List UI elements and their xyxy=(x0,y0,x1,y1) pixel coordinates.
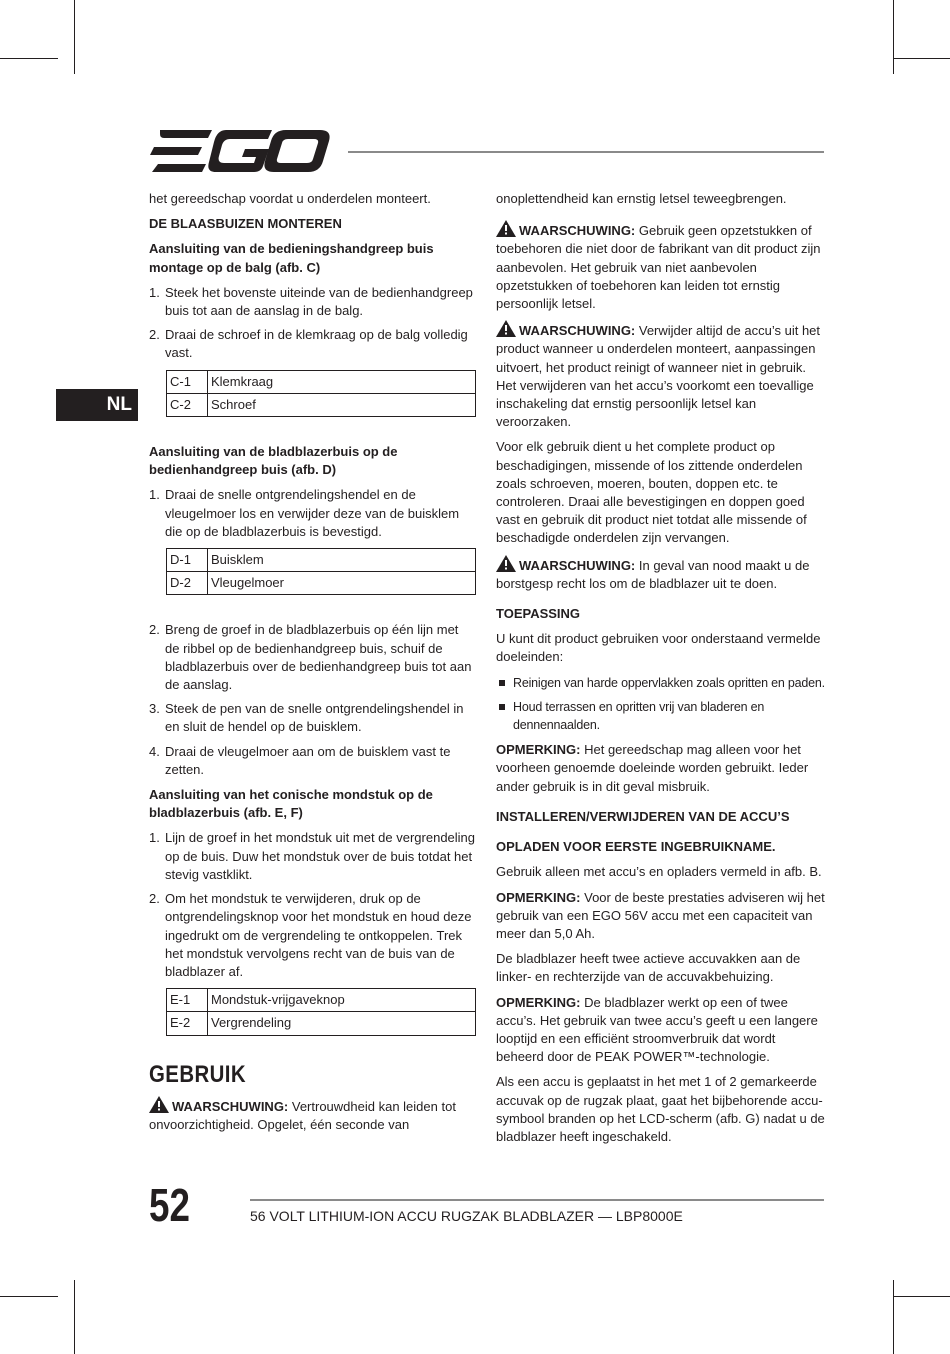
crop-mark xyxy=(74,1280,75,1354)
list-item: Reinigen van harde oppervlakken zoals opritten en paden. xyxy=(496,674,826,692)
warning-triangle-icon xyxy=(496,555,516,572)
list-item: Houd terrassen en opritten vrij van bladeren en dennennaalden. xyxy=(496,698,826,734)
install-title: INSTALLEREN/VERWIJDEREN VAN DE ACCU’S xyxy=(496,808,790,824)
footer-title: 56 VOLT LITHIUM-ION ACCU RUGZAK BLADBLAZER — LBP8000E xyxy=(250,1208,683,1224)
charge-text: Gebruik alleen met accu’s en opladers vermeld in afb. B. xyxy=(496,864,822,880)
steps-list xyxy=(149,621,476,779)
list-item: 2. Draai de schroef in de klemkraag op de balg volledig vast. xyxy=(149,327,468,361)
parts-table-d xyxy=(166,548,476,595)
intro-text: het gereedschap voordat u onderdelen monteert. xyxy=(149,191,431,206)
note-paragraph: OPMERKING: Het gereedschap mag alleen voor het voorheen genoemde doeleinde worden gebruikt. Ieder ander gebruik is in dit geval misbruik. xyxy=(496,742,809,794)
crop-mark xyxy=(893,1280,894,1354)
list-item: 2. Om het mondstuk te verwijderen, druk op de ontgrendelingsknop voor het mondstuk en houd deze ingedrukt om de vergrendeling te ontkoppelen. Trek het mondstuk vervolgens recht van de buis van de bladblazer af. xyxy=(149,891,472,979)
ego-logo xyxy=(150,130,330,172)
language-tab: NL xyxy=(56,389,138,421)
crop-mark xyxy=(0,1296,58,1297)
list-item: 1. Steek het bovenste uiteinde van de bedienhandgreep buis tot aan de aanslag in de balg. xyxy=(149,284,473,319)
lcd-paragraph: Als een accu is geplaatst in het met 1 of 2 gemarkeerde accuvak op de rugzak plaat, gaat het bijbehorende accu-symbool branden op het LCD-scherm (afb. G) nadat u de bladblazer heeft ingeschakeld. xyxy=(496,1074,825,1144)
crop-mark xyxy=(893,58,950,59)
crop-mark xyxy=(893,0,894,74)
table-row: D-2 Vleugelmoer xyxy=(167,572,476,595)
steps-list xyxy=(149,284,476,363)
table-row: C-1 Klemkraag xyxy=(167,370,476,393)
warning-triangle-icon xyxy=(496,320,516,337)
subsection-title-d: Aansluiting van de bladblazerbuis op de bedienhandgreep buis (afb. D) xyxy=(149,444,398,478)
table-row: E-2 Vergrendeling xyxy=(167,1012,476,1035)
parts-table-c xyxy=(166,370,476,417)
warning-paragraph: WAARSCHUWING: Vertrouwdheid kan leiden tot onvoorzichtigheid. Opgelet, één seconde van xyxy=(149,1096,476,1134)
list-item: 2. Breng de groef in de bladblazerbuis op één lijn met de ribbel op de bedienhandgreep buis, schuif de bladblazerbuis over de bedienhandgreep buis tot aan de aanslag. xyxy=(149,622,472,693)
list-item: 1. Lijn de groef in het mondstuk uit met de vergrendeling op de buis. Duw het mondstuk over de buis totdat het stevig vastklikt. xyxy=(149,830,476,882)
table-row: D-1 Buisklem xyxy=(167,549,476,572)
inspection-paragraph: Voor elk gebruik dient u het complete product op beschadigingen, missende of los zittende onderdelen zoals schroeven, moeren, bouten, doppen etc. te controleren. Draai alle bevestigingen en doppen goed vast en gebruik dit product niet totdat alle missende of beschadigde onderdelen zijn vervangen. xyxy=(496,439,807,546)
crop-mark xyxy=(893,1296,950,1297)
toepassing-title: TOEPASSING xyxy=(496,606,581,622)
section-title: DE BLAASBUIZEN MONTEREN xyxy=(149,216,342,232)
steps-list xyxy=(149,829,476,981)
warning-triangle-icon xyxy=(149,1096,169,1113)
note-paragraph: OPMERKING: Voor de beste prestaties adviseren wij het gebruik van een EGO 56V accu met een capaciteit van meer dan 5,0 Ah. xyxy=(496,889,825,941)
list-item: 3. Steek de pen van de snelle ontgrendelingshendel in en sluit de hendel op de buisklem. xyxy=(149,701,464,735)
bullet-list xyxy=(496,674,826,735)
warning-triangle-icon xyxy=(496,220,516,237)
continuation-text: onoplettendheid kan ernstig letsel teweegbrengen. xyxy=(496,191,787,206)
page-number: 52 xyxy=(149,1179,190,1231)
charge-title: OPLADEN VOOR EERSTE INGEBRUIKNAME. xyxy=(496,839,776,855)
subsection-title-c: Aansluiting van de bedieningshandgreep buis montage op de balg (afb. C) xyxy=(149,241,434,275)
warning-paragraph: WAARSCHUWING: Gebruik geen opzetstukken of toebehoren die niet door de fabrikant van dit product zijn aanbevolen. Het gebruik van niet aanbevolen opzetstukken of toebehoren kan leiden tot ernstig persoonlijk letsel. xyxy=(496,220,826,313)
header-rule xyxy=(348,151,824,153)
steps-list xyxy=(149,486,476,541)
table-row: E-1 Mondstuk-vrijgaveknop xyxy=(167,989,476,1012)
parts-table-e xyxy=(166,988,476,1035)
warning-paragraph: WAARSCHUWING: Verwijder altijd de accu’s uit het product wanneer u onderdelen monteert, aanpassingen uitvoert, het product reinigt of wanneer niet in gebruik. Het verwijderen van het accu’s voorkomt een toevallige inschakeling dat ernstig persoonlijk letsel kan veroorzaken. xyxy=(496,320,826,431)
list-item: 4. Draai de vleugelmoer aan om de buisklem vast te zetten. xyxy=(149,743,451,777)
list-item: 1. Draai de snelle ontgrendelingshendel en de vleugelmoer los en verwijder deze van de buisklem die op de bladblazerbuis is bevestigd. xyxy=(149,487,460,539)
warning-paragraph: WAARSCHUWING: In geval van nood maakt u de borstgesp recht los om de bladblazer uit te doen. xyxy=(496,555,826,593)
toepassing-intro: U kunt dit product gebruiken voor onderstaand vermelde doeleinden: xyxy=(496,631,821,665)
table-row: C-2 Schroef xyxy=(167,393,476,416)
footer-rule xyxy=(250,1199,824,1201)
gebruik-heading: GEBRUIK xyxy=(149,1060,247,1088)
right-column xyxy=(496,190,826,1153)
bays-paragraph: De bladblazer heeft twee actieve accuvakken aan de linker- en rechterzijde van de accuvakbehuizing. xyxy=(496,951,801,985)
left-column xyxy=(149,190,476,1141)
subsection-title-ef: Aansluiting van het conische mondstuk op de bladblazerbuis (afb. E, F) xyxy=(149,787,433,821)
note-paragraph: OPMERKING: De bladblazer werkt op een of twee accu’s. Het gebruik van twee accu’s geeft u een langere looptijd en een efficiënt stroomverbruik dat wordt beheerd door de PEAK POWER™-technologie. xyxy=(496,994,818,1065)
crop-mark xyxy=(74,0,75,74)
crop-mark xyxy=(0,58,58,59)
